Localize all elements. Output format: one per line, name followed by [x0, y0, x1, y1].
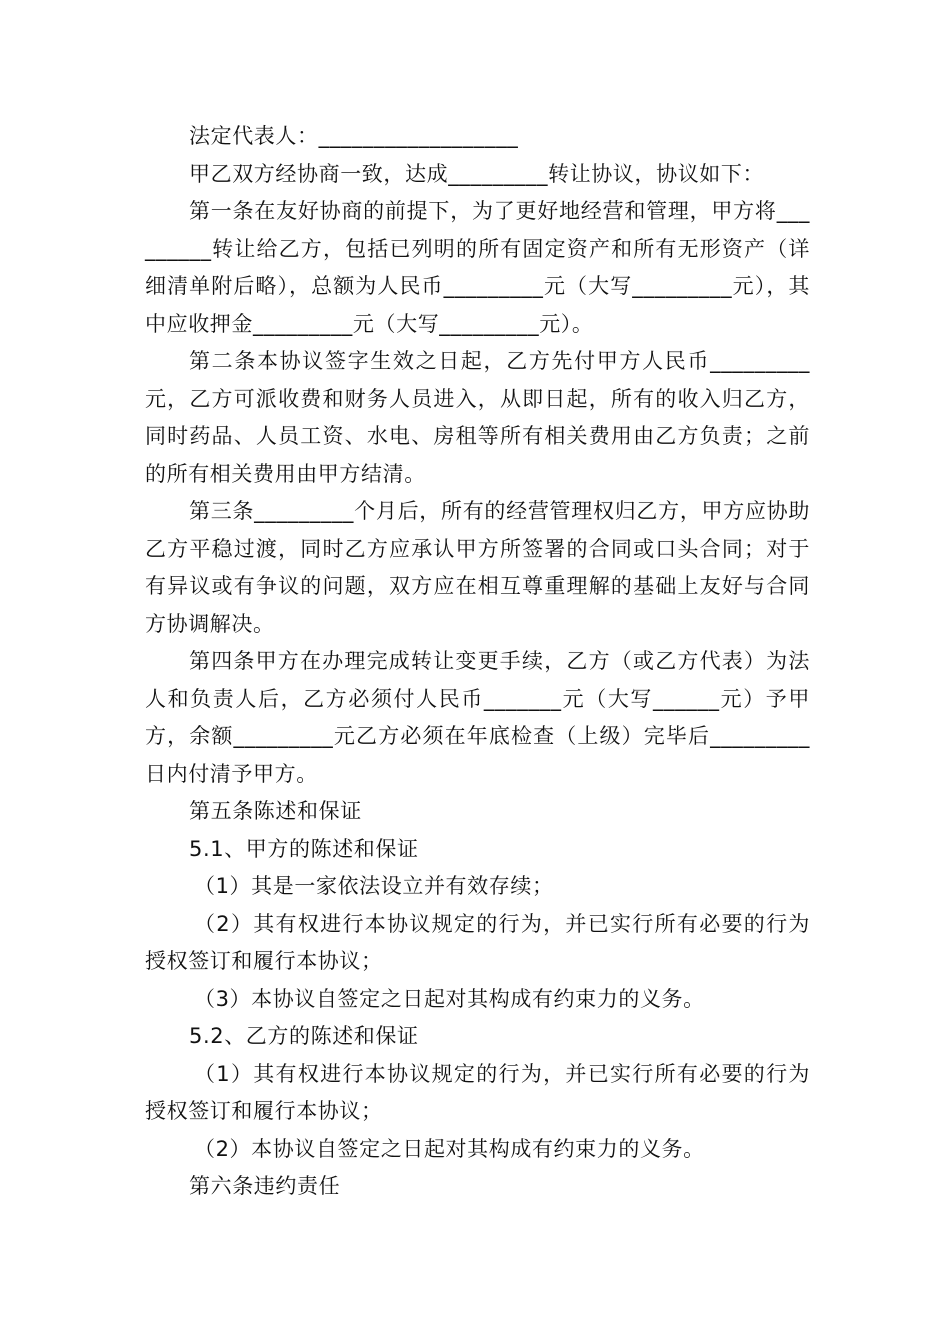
article-4-paragraph: 第四条甲方在办理完成转让变更手续，乙方（或乙方代表）为法人和负责人后，乙方必须付人民币_______元（大写______元）予甲方，余额_________元乙方必须在年底检查（上级）完毕后_________日内付清予甲方。 [145, 649, 810, 786]
agreement-intro-paragraph: 甲乙双方经协商一致，达成_________转让协议，协议如下： [189, 161, 765, 186]
article-6-heading: 第六条违约责任 [189, 1174, 341, 1198]
article-3-paragraph: 第三条_________个月后，所有的经营管理权归乙方，甲方应协助乙方平稳过渡，同时乙方应承认甲方所签署的合同或口头合同；对于有异议或有争议的问题，双方应在相互尊重理解的基础上友好与合同方协调解决。 [145, 499, 810, 636]
section-5-1-item-1: （1）其是一家依法设立并有效存续； [194, 874, 554, 898]
article-1-paragraph: 第一条在友好协商的前提下，为了更好地经营和管理，甲方将_________转让给乙方，包括已列明的所有固定资产和所有无形资产（详细清单附后略），总额为人民币_________元（大写_________元），其中应收押金_________元（大写_________元）。 [145, 199, 810, 336]
section-5-1-item-3: （3）本协议自签定之日起对其构成有约束力的义务。 [194, 986, 705, 1011]
document-body [145, 118, 810, 1206]
article-5-heading: 第五条陈述和保证 [189, 799, 362, 823]
section-5-1-heading: 5.1、甲方的陈述和保证 [189, 836, 419, 861]
section-5-2-item-2: （2）本协议自签定之日起对其构成有约束力的义务。 [194, 1136, 705, 1161]
legal-representative-line: 法定代表人：__________________ [189, 124, 519, 148]
section-5-2-heading: 5.2、乙方的陈述和保证 [189, 1024, 419, 1048]
article-2-paragraph: 第二条本协议签字生效之日起，乙方先付甲方人民币_________元，乙方可派收费和财务人员进入，从即日起，所有的收入归乙方，同时药品、人员工资、水电、房租等所有相关费用由乙方负责；之前的所有相关费用由甲方结清。 [145, 349, 810, 486]
section-5-1-item-2: （2）其有权进行本协议规定的行为，并已实行所有必要的行为授权签订和履行本协议； [145, 911, 810, 973]
section-5-2-item-1: （1）其有权进行本协议规定的行为，并已实行所有必要的行为授权签订和履行本协议； [145, 1061, 810, 1123]
